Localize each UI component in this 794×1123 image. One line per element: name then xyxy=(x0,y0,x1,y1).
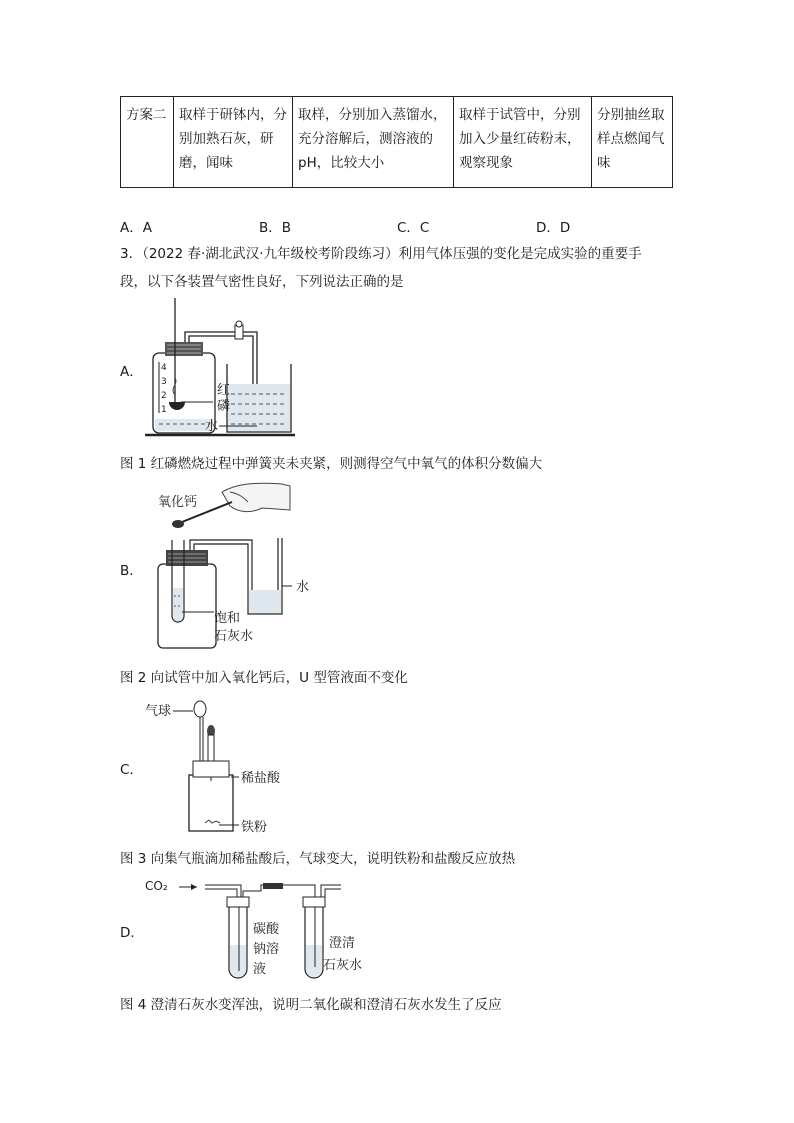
option-a-letter: A． xyxy=(120,364,143,380)
answer-a[interactable]: A．A xyxy=(120,220,152,236)
answer-c[interactable]: C．C xyxy=(397,220,430,236)
label-calcium-oxide: 氧化钙 xyxy=(158,495,198,510)
scale-mark: 3 xyxy=(161,377,167,387)
scale-mark: 2 xyxy=(161,391,167,401)
option-c-caption: 图 3 向集气瓶滴加稀盐酸后，气球变大，说明铁粉和盐酸反应放热 xyxy=(120,851,516,867)
option-b-letter: B． xyxy=(120,563,143,579)
label-water: 水 xyxy=(205,419,219,434)
label-sodium-carbonate-2: 钠溶 xyxy=(253,942,280,957)
scale-mark: 1 xyxy=(161,405,167,415)
label-limewater: 石灰水 xyxy=(214,629,254,644)
option-a-caption: 图 1 红磷燃烧过程中弹簧夹未夹紧，则测得空气中氧气的体积分数偏大 xyxy=(120,456,543,472)
answer-b[interactable]: B．B xyxy=(259,220,292,236)
option-b-caption: 图 2 向试管中加入氧化钙后，U 型管液面不变化 xyxy=(120,670,408,686)
table-cell: 取样，分别加入蒸馏水，充分溶解后，测溶液的 pH，比较大小 xyxy=(293,97,454,188)
table-row xyxy=(121,97,673,188)
label-water: 水 xyxy=(296,580,310,595)
label-sodium-carbonate-1: 碳酸 xyxy=(253,922,280,937)
table-cell: 取样于试管中，分别加入少量红砖粉末，观察现象 xyxy=(454,97,592,188)
row-label-cell: 方案二 xyxy=(121,97,174,188)
question-line-2: 段，以下各装置气密性良好，下列说法正确的是 xyxy=(120,274,404,290)
figure-4-co2-tubes xyxy=(145,875,375,985)
table-cell: 分别抽丝取样点燃闻气味 xyxy=(592,97,673,188)
label-red-phosphorus-2: 磷 xyxy=(217,399,231,414)
figure-2-calcium-oxide xyxy=(152,478,312,652)
label-red-phosphorus-1: 红 xyxy=(217,383,231,398)
label-limewater-1: 澄清 xyxy=(329,936,356,951)
option-d-letter: D． xyxy=(120,925,144,941)
label-iron-powder: 铁粉 xyxy=(241,820,268,835)
label-limewater-2: 石灰水 xyxy=(323,958,363,973)
option-d-caption: 图 4 澄清石灰水变浑浊，说明二氧化碳和澄清石灰水发生了反应 xyxy=(120,997,502,1013)
figure-1-red-phosphorus xyxy=(145,298,300,440)
question-line-1: 3．（2022 春·湖北武汉·九年级校考阶段练习）利用气体压强的变化是完成实验的重要手 xyxy=(120,246,642,262)
figure-3-balloon xyxy=(145,697,305,837)
scheme-table xyxy=(120,96,673,188)
table-cell: 取样于研钵内，分别加熟石灰，研磨，闻味 xyxy=(174,97,293,188)
label-balloon: 气球 xyxy=(145,704,172,719)
label-sodium-carbonate-3: 液 xyxy=(253,962,267,977)
scale-mark: 4 xyxy=(161,363,167,373)
label-co2: CO₂ xyxy=(145,879,168,893)
label-hydrochloric-acid: 稀盐酸 xyxy=(241,771,281,786)
label-saturated: 饱和 xyxy=(214,611,241,626)
answer-d[interactable]: D．D xyxy=(536,220,571,236)
option-c-letter: C． xyxy=(120,762,143,778)
